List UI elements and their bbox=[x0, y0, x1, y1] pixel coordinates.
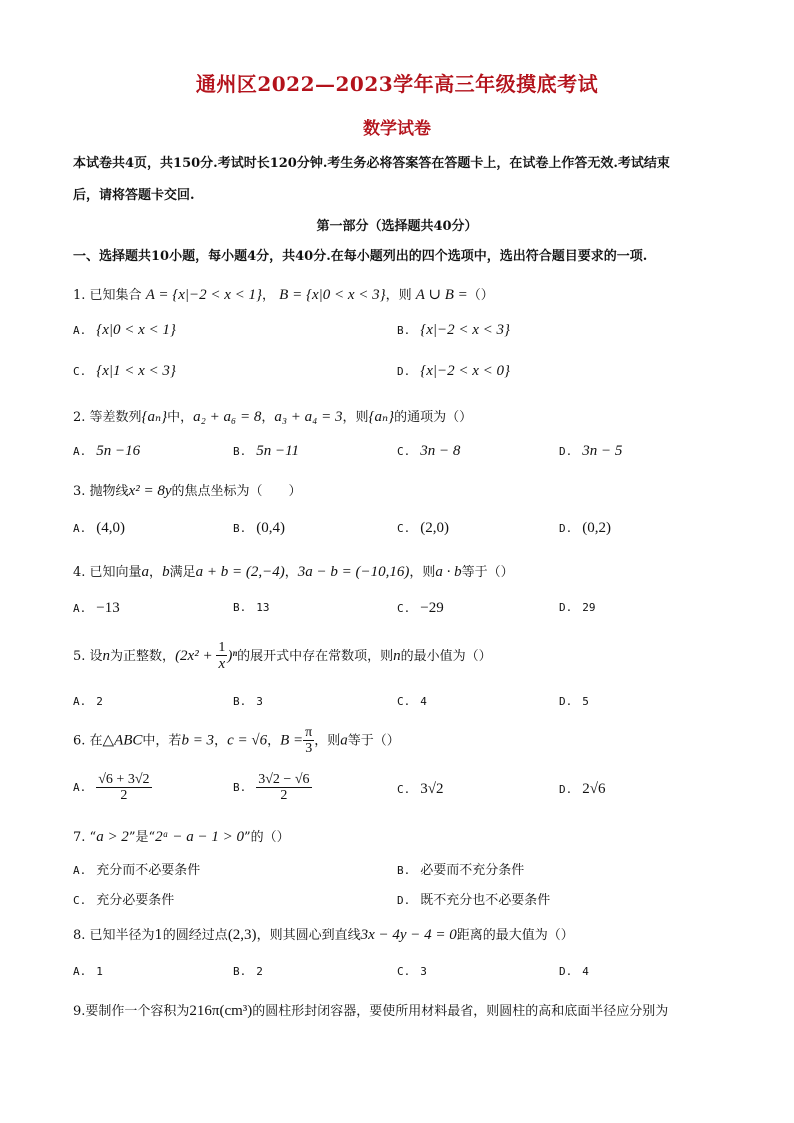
q2-math: {aₙ} bbox=[141, 409, 168, 425]
q7-option-a[interactable] bbox=[73, 859, 200, 878]
q6-text: 6. 在 bbox=[73, 733, 103, 749]
question-8 bbox=[73, 924, 574, 944]
q1-text: 1. 已知集合 bbox=[73, 288, 142, 303]
option-text: {x|1 < x < 3} bbox=[96, 363, 176, 379]
option-text: 13 bbox=[256, 601, 270, 614]
q5-text: 为正整数， bbox=[110, 648, 176, 664]
option-label: C. bbox=[397, 783, 411, 796]
option-text: 既不充分也不必要条件 bbox=[420, 893, 551, 908]
q3-text: 3. 抛物线 bbox=[73, 484, 129, 499]
q6-text: ， bbox=[267, 733, 281, 749]
q4-text: ， bbox=[284, 565, 298, 580]
q7-math: a > 2 bbox=[96, 829, 129, 845]
q5-math: )ⁿ bbox=[227, 647, 238, 664]
q1-math-a: A = {x|−2 < x < 1} bbox=[145, 287, 263, 303]
q8-option-d[interactable] bbox=[559, 964, 599, 979]
q6-option-d[interactable] bbox=[559, 781, 605, 798]
q5-text: 的展开式中存在常数项，则 bbox=[237, 648, 394, 664]
option-label: B. bbox=[233, 522, 247, 535]
option-text: {x|0 < x < 1} bbox=[96, 322, 176, 338]
q2-math: a₂ + a₆ = 8 bbox=[193, 409, 262, 425]
exam-title: 通州区2022—2023学年高三年级摸底考试 bbox=[195, 72, 599, 96]
fraction-numerator: 1 bbox=[218, 640, 226, 655]
option-label: C. bbox=[73, 365, 87, 378]
option-text: 充分必要条件 bbox=[96, 893, 175, 908]
option-fraction bbox=[256, 772, 311, 804]
q2-option-c[interactable] bbox=[397, 443, 460, 460]
option-text: 3 bbox=[256, 695, 263, 708]
q7-text: ”是“ bbox=[128, 830, 156, 845]
fraction-denominator: 2 bbox=[280, 788, 288, 804]
option-label: B. bbox=[233, 965, 247, 978]
q6-text: 等于（） bbox=[347, 733, 400, 749]
option-text: 充分而不必要条件 bbox=[96, 863, 201, 878]
question-4 bbox=[73, 561, 514, 581]
q7-option-c[interactable] bbox=[73, 889, 174, 908]
q5-fraction bbox=[216, 640, 227, 673]
q1-option-d[interactable] bbox=[397, 363, 510, 380]
q2-option-d[interactable] bbox=[559, 443, 622, 460]
q8-math: 3x − 4y − 4 = 0 bbox=[360, 927, 457, 943]
q4-math: a + b = (2,−4) bbox=[195, 564, 285, 580]
option-label: B. bbox=[397, 864, 411, 877]
option-text: (2,0) bbox=[420, 520, 449, 536]
question-3 bbox=[73, 480, 302, 500]
q3-option-b[interactable] bbox=[233, 520, 285, 537]
q7-option-d[interactable] bbox=[397, 889, 550, 908]
q4-option-d[interactable] bbox=[559, 600, 606, 615]
q6-math: b = 3 bbox=[181, 732, 215, 749]
q2-option-a[interactable] bbox=[73, 443, 140, 460]
option-label: D. bbox=[559, 445, 573, 458]
option-label: D. bbox=[559, 965, 573, 978]
option-label: B. bbox=[233, 695, 247, 708]
q6-option-c[interactable] bbox=[397, 781, 443, 798]
q5-option-d[interactable] bbox=[559, 694, 599, 709]
q3-math: x² = 8y bbox=[128, 483, 172, 499]
option-text: 5n −11 bbox=[256, 443, 300, 459]
q6-math: a bbox=[340, 732, 348, 749]
option-fraction bbox=[96, 772, 151, 804]
q4-math: 3a − b = (−10,16) bbox=[297, 564, 410, 580]
option-text: {x|−2 < x < 0} bbox=[420, 363, 511, 379]
option-label: C. bbox=[73, 894, 87, 907]
question-9 bbox=[73, 1000, 668, 1020]
q4-math: a · b bbox=[435, 564, 462, 580]
question-7 bbox=[73, 826, 290, 846]
q7-math: 2ᵃ − a − 1 > 0 bbox=[155, 829, 244, 845]
q3-option-c[interactable] bbox=[397, 520, 449, 537]
q8-option-a[interactable] bbox=[73, 964, 113, 979]
q6-text: ，则 bbox=[314, 733, 341, 749]
option-text: 2√6 bbox=[582, 781, 606, 797]
q6-math: c = √6 bbox=[227, 732, 268, 749]
q3-option-d[interactable] bbox=[559, 520, 611, 537]
q8-math: (2,3) bbox=[227, 927, 257, 943]
option-text: 29 bbox=[582, 601, 596, 614]
q4-option-c[interactable] bbox=[397, 600, 444, 617]
fraction-denominator: 3 bbox=[305, 741, 313, 757]
option-label: D. bbox=[559, 601, 573, 614]
q4-text: ， bbox=[149, 565, 163, 580]
option-text: 1 bbox=[96, 965, 103, 978]
option-text: (0,2) bbox=[582, 520, 611, 536]
q9-math: 216π(cm³) bbox=[189, 1003, 253, 1019]
q8-option-b[interactable] bbox=[233, 964, 273, 979]
option-label: A. bbox=[73, 965, 87, 978]
q4-text: 4. 已知向量 bbox=[73, 565, 142, 580]
q4-text: 等于（） bbox=[461, 565, 514, 580]
q4-text: ，则 bbox=[409, 565, 436, 580]
section-heading: 一、选择题共10小题，每小题4分，共40分.在每小题列出的四个选项中，选出符合题目要求的一项. bbox=[73, 249, 648, 264]
q5-math: n bbox=[102, 647, 111, 664]
option-label: A. bbox=[73, 781, 87, 795]
q1-option-b[interactable] bbox=[397, 322, 510, 339]
option-label: D. bbox=[559, 783, 573, 796]
q4-text: 满足 bbox=[169, 565, 196, 580]
q6-math: △ABC bbox=[102, 732, 143, 749]
question-1 bbox=[73, 284, 494, 304]
option-text: 2 bbox=[256, 965, 263, 978]
option-label: D. bbox=[559, 522, 573, 535]
option-text: 2 bbox=[96, 695, 103, 708]
q1-text: ，则 bbox=[385, 288, 412, 303]
q6-text: ， bbox=[214, 733, 228, 749]
q2-text: ，则 bbox=[342, 410, 369, 425]
part-title: 第一部分（选择题共40分） bbox=[316, 219, 478, 234]
option-label: C. bbox=[397, 522, 411, 535]
q1-text: （） bbox=[467, 288, 494, 303]
option-text: 4 bbox=[420, 695, 427, 708]
q6-math: B = bbox=[280, 732, 304, 749]
q6-text: 中，若 bbox=[142, 733, 182, 749]
option-text: 5n −16 bbox=[96, 443, 141, 459]
option-label: D. bbox=[397, 365, 411, 378]
option-label: B. bbox=[233, 445, 247, 458]
q8-text: 距离的最大值为（） bbox=[456, 928, 574, 943]
option-label: B. bbox=[233, 781, 247, 795]
question-6 bbox=[73, 725, 400, 757]
q2-math: a₃ + a₄ = 3 bbox=[274, 409, 343, 425]
fraction-denominator: x bbox=[218, 656, 226, 673]
q5-text: 5. 设 bbox=[73, 648, 103, 664]
fraction-numerator: π bbox=[305, 725, 313, 740]
q2-text: 2. 等差数列 bbox=[73, 410, 142, 425]
q7-text: 7. “ bbox=[73, 830, 97, 845]
option-label: D. bbox=[397, 894, 411, 907]
q8-text: ，则其圆心到直线 bbox=[256, 928, 361, 943]
option-label: B. bbox=[233, 601, 247, 614]
option-text: −13 bbox=[96, 600, 120, 616]
fraction-denominator: 2 bbox=[120, 788, 128, 804]
instructions-line-2: 后，请将答题卡交回. bbox=[73, 188, 195, 203]
option-text: (4,0) bbox=[96, 520, 125, 536]
q8-option-c[interactable] bbox=[397, 964, 437, 979]
exam-subtitle: 数学试卷 bbox=[363, 119, 431, 139]
q9-text: 的圆柱形封闭容器，要使所用材料最省，则圆柱的高和底面半径应分别为 bbox=[252, 1004, 669, 1019]
q2-text: 的通项为（） bbox=[394, 410, 473, 425]
option-text: 3n − 8 bbox=[420, 443, 461, 459]
option-label: C. bbox=[397, 602, 411, 615]
q7-option-b[interactable] bbox=[397, 859, 524, 878]
q4-option-b[interactable] bbox=[233, 600, 280, 615]
q3-option-a[interactable] bbox=[73, 520, 125, 537]
option-label: A. bbox=[73, 602, 87, 615]
option-label: A. bbox=[73, 445, 87, 458]
q6-option-a[interactable] bbox=[73, 772, 152, 804]
q2-math: {aₙ} bbox=[368, 409, 395, 425]
option-label: A. bbox=[73, 695, 87, 708]
option-label: A. bbox=[73, 864, 87, 877]
q2-option-b[interactable] bbox=[233, 443, 299, 460]
q1-option-c[interactable] bbox=[73, 363, 176, 380]
q6-option-b[interactable] bbox=[233, 772, 312, 804]
q8-text: 8. 已知半径为1的圆经过点 bbox=[73, 928, 228, 943]
question-2 bbox=[73, 406, 472, 426]
option-text: −29 bbox=[420, 600, 444, 616]
q1-option-a[interactable] bbox=[73, 322, 176, 339]
q4-math: b bbox=[162, 564, 170, 580]
option-label: A. bbox=[73, 522, 87, 535]
option-text: 5 bbox=[582, 695, 589, 708]
option-text: 4 bbox=[582, 965, 589, 978]
option-label: D. bbox=[559, 695, 573, 708]
q1-math-b: B = {x|0 < x < 3} bbox=[279, 287, 386, 303]
option-label: B. bbox=[397, 324, 411, 337]
q3-text: 的焦点坐标为（ ） bbox=[171, 484, 302, 499]
q5-option-c[interactable] bbox=[397, 694, 437, 709]
q7-text: ”的（） bbox=[243, 830, 290, 845]
option-label: C. bbox=[397, 965, 411, 978]
q6-fraction bbox=[303, 725, 314, 757]
q5-math: (2x² + bbox=[175, 647, 217, 664]
option-text: 3n − 5 bbox=[582, 443, 623, 459]
q4-option-a[interactable] bbox=[73, 600, 120, 617]
q5-option-b[interactable] bbox=[233, 694, 273, 709]
option-text: 必要而不充分条件 bbox=[420, 863, 525, 878]
option-label: C. bbox=[397, 695, 411, 708]
option-text: 3√2 bbox=[420, 781, 444, 797]
q5-math: n bbox=[393, 647, 401, 664]
q4-math: a bbox=[141, 564, 150, 580]
q1-text: ， bbox=[262, 288, 276, 303]
q5-text: 的最小值为（） bbox=[400, 648, 492, 664]
question-5 bbox=[73, 640, 492, 673]
option-text: (0,4) bbox=[256, 520, 285, 536]
option-label: A. bbox=[73, 324, 87, 337]
q2-text: 中， bbox=[167, 410, 194, 425]
q5-option-a[interactable] bbox=[73, 694, 113, 709]
fraction-numerator: 3√2 − √6 bbox=[258, 772, 310, 787]
option-text: 3 bbox=[420, 965, 427, 978]
q1-math-union: A ∪ B = bbox=[415, 287, 468, 303]
fraction-numerator: √6 + 3√2 bbox=[98, 772, 150, 787]
option-text: {x|−2 < x < 3} bbox=[420, 322, 511, 338]
option-label: C. bbox=[397, 445, 411, 458]
q9-text: 9.要制作一个容积为 bbox=[73, 1004, 190, 1019]
instructions-line-1: 本试卷共4页，共150分.考试时长120分钟.考生务必将答案答在答题卡上，在试卷上作答无效.考试结束 bbox=[73, 156, 670, 171]
q2-text: ， bbox=[261, 410, 275, 425]
